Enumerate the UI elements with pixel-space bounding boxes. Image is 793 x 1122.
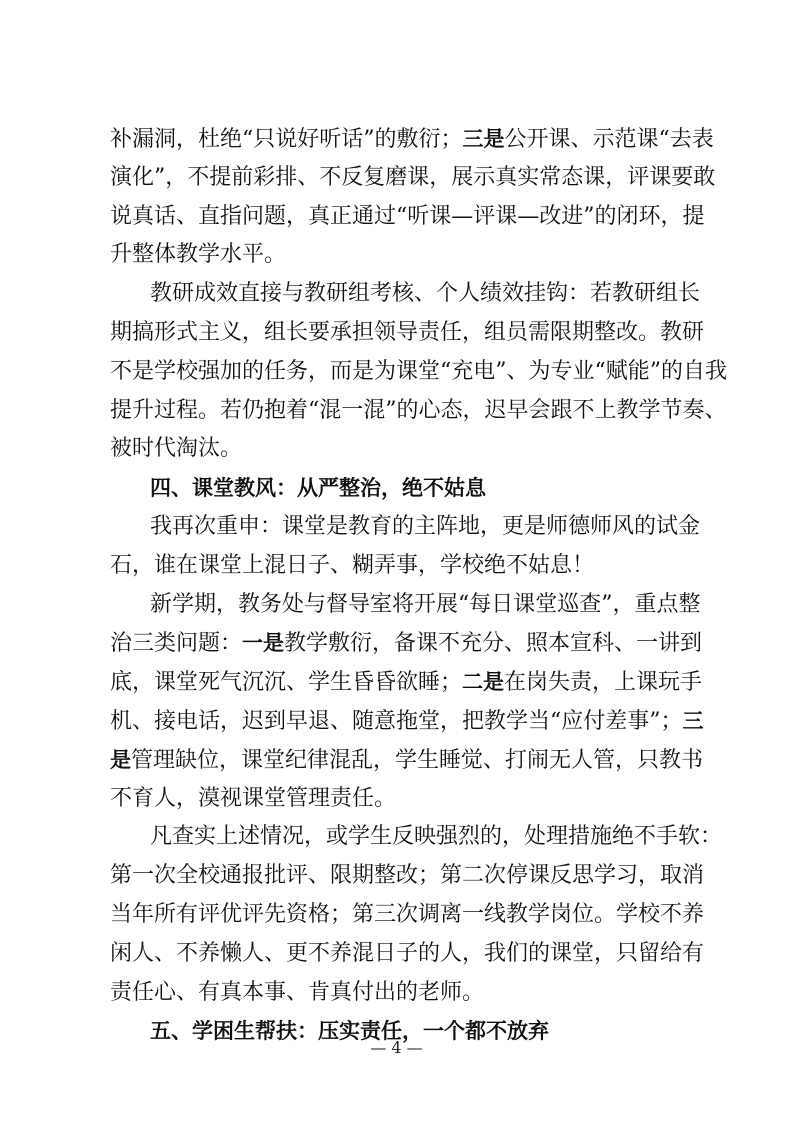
paragraph-line: 我再次重申：课堂是教育的主阵地，更是师德师风的试金	[150, 513, 701, 539]
paragraph-line: 提升过程。若仍抱着“混一混”的心态，迟早会跟不上教学节奏、	[110, 397, 727, 423]
text-run: 补漏洞，杜绝“只说好听话”的敷衍；	[110, 127, 463, 152]
section-heading-5: 五、学困生帮扶：压实责任，一个都不放弃	[150, 1019, 549, 1044]
section-heading-4: 四、课堂教风：从严整治，绝不姑息	[150, 476, 486, 501]
paragraph-line: 不育人，漠视课堂管理责任。	[110, 785, 397, 811]
text-run: 教学敷衍，备课不充分、照本宣科、一讲到	[284, 631, 703, 657]
paragraph-line: 说真话、直指问题，真正通过“听课—评课—改进”的闭环，提	[110, 203, 705, 229]
paragraph-line	[110, 120, 714, 159]
bold-run: 是	[110, 747, 131, 772]
document-body	[110, 120, 727, 1051]
page-number: — 4 —	[370, 1038, 423, 1057]
text-run: 管理缺位，课堂纪律混乱，学生睡觉、打闹无人管，只教书	[131, 747, 704, 773]
paragraph-line: 凡查实上述情况，或学生反映强烈的，处理措施绝不手软：	[150, 824, 723, 850]
paragraph-line: 新学期，教务处与督导室将开展“每日课堂巡查”，重点整	[150, 591, 701, 617]
text-run: 在岗失责，上课玩手	[504, 670, 703, 696]
bold-run: 二是	[462, 670, 505, 695]
paragraph-line	[110, 702, 704, 741]
paragraph-line	[110, 624, 703, 663]
paragraph-line: 被时代淘汰。	[110, 436, 243, 462]
bold-run: 一是	[242, 631, 285, 656]
text-run: 公开课、示范课“去表	[504, 127, 714, 152]
paragraph-line: 闲人、不养懒人、更不养混日子的人，我们的课堂，只留给有	[110, 940, 705, 966]
bold-run: 三	[682, 708, 704, 733]
text-run: 治三类问题：	[110, 631, 243, 657]
paragraph-line: 期搞形式主义，组长要承担领导责任，组员需限期整改。教研	[110, 319, 705, 345]
bold-run: 三是	[462, 127, 505, 151]
paragraph-line: 演化”，不提前彩排、不反复磨课，展示真实常态课，评课要敢	[110, 164, 716, 190]
paragraph-line: 教研成效直接与教研组考核、个人绩效挂钩：若教研组长	[150, 281, 701, 307]
paragraph-line	[110, 741, 704, 780]
paragraph-line: 第一次全校通报批评、限期整改；第二次停课反思学习，取消	[110, 863, 705, 889]
text-run: 底，课堂死气沉沉、学生昏昏欲睡；	[110, 670, 463, 696]
paragraph-line: 责任心、有真本事、肯真付出的老师。	[110, 979, 485, 1005]
paragraph-line: 石，谁在课堂上混日子、糊弄事，学校绝不姑息！	[110, 552, 595, 578]
paragraph-line	[110, 663, 703, 702]
paragraph-line: 升整体教学水平。	[110, 242, 287, 268]
text-run: 机、接电话，迟到早退、随意拖堂，把教学当“应付差事”；	[110, 708, 683, 734]
paragraph-line: 不是学校强加的任务，而是为课堂“充电”、为专业“赋能”的自我	[110, 358, 727, 384]
paragraph-line: 当年所有评优评先资格；第三次调离一线教学岗位。学校不养	[110, 901, 705, 927]
